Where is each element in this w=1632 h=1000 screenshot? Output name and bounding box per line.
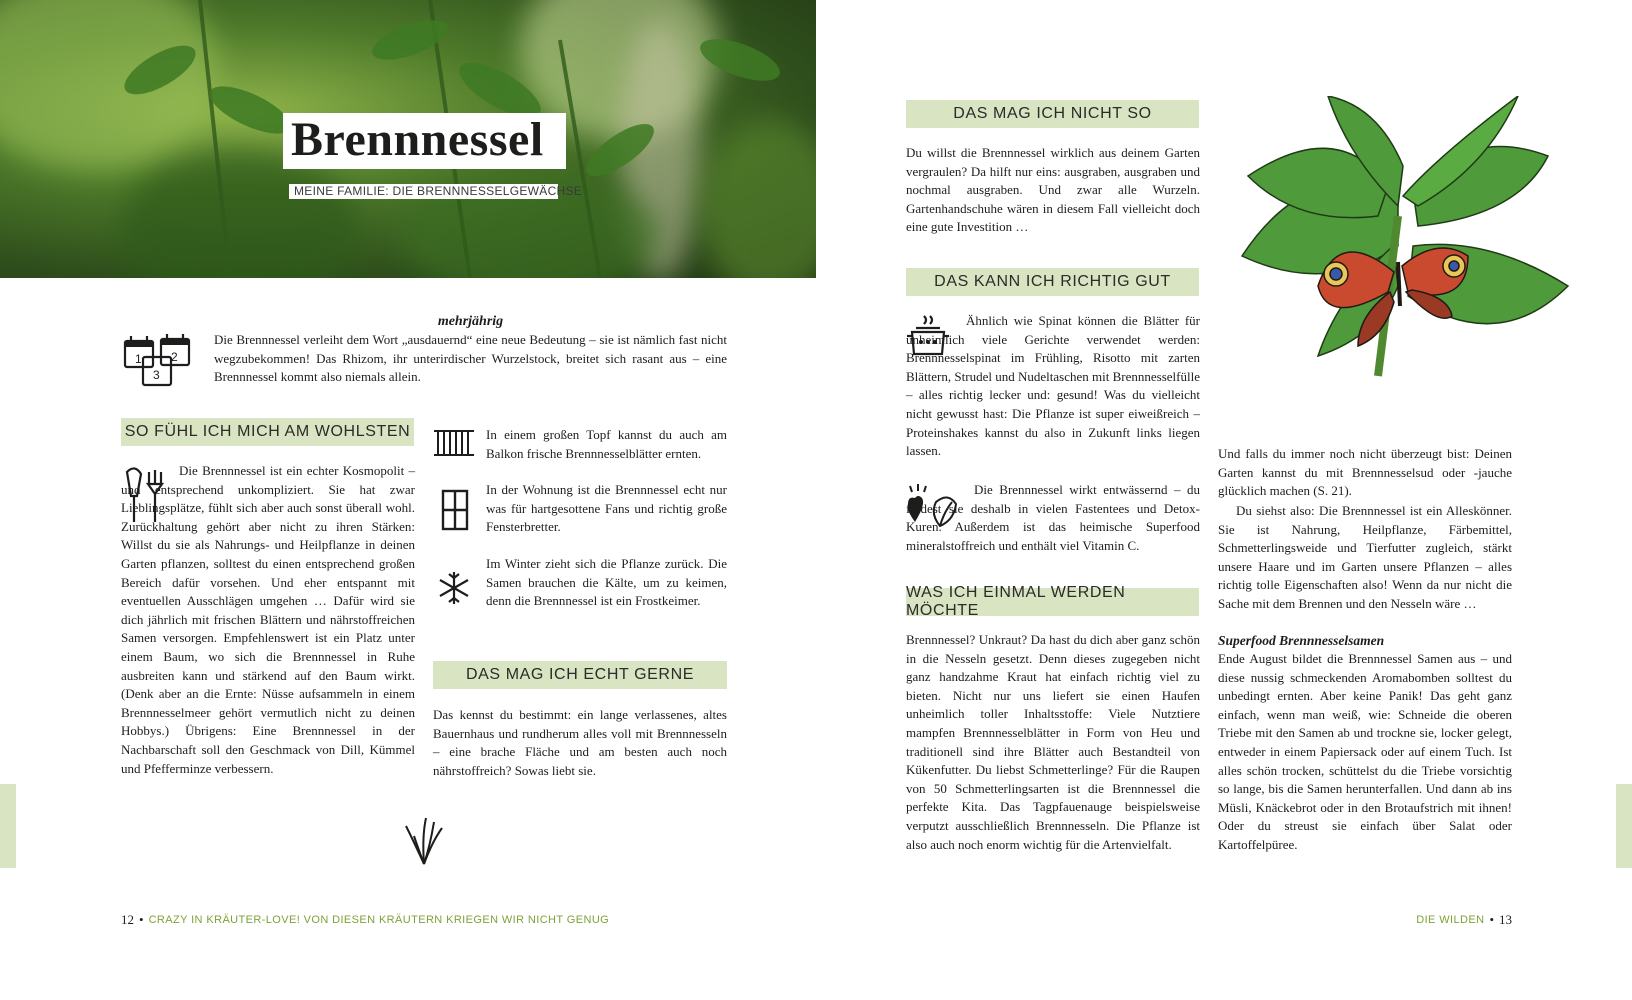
page-number-left: 12 <box>121 912 134 927</box>
page-title: Brennnessel <box>291 113 544 166</box>
footer-bullet-right: • <box>1489 912 1494 927</box>
intro-text: Die Brennnessel verleiht dem Wort „ausdauernd“ eine neue Bedeutung – sie ist nämlich fast nicht wegzubekommen! Das Rhizom, ihr unterirdischer Wurzelstock, breitet sich rasant aus – eine Brennnessel kommt also niemals allein. <box>214 332 727 385</box>
page-subtitle: MEINE FAMILIE: DIE BRENNNESSELGEWÄCHSE <box>294 184 583 198</box>
indoor-text: In der Wohnung ist die Brennnessel echt nur was für hartgesottene Fans und richtig große Fensterbretter. <box>486 482 727 535</box>
balcony-icon <box>433 428 475 458</box>
footer-left <box>121 912 609 928</box>
page-number-right: 13 <box>1499 912 1512 927</box>
grass-sprout-icon <box>402 816 446 866</box>
footer-chapter: DIE WILDEN <box>1416 914 1485 926</box>
section-heading-richtig-gut: DAS KANN ICH RICHTIG GUT <box>906 268 1199 296</box>
nettle-butterfly-illustration <box>1218 96 1578 401</box>
section-heading-wohlsten: SO FÜHL ICH MICH AM WOHLSTEN <box>121 418 414 446</box>
calendar-icon <box>121 333 199 389</box>
page-tab-left <box>0 784 16 868</box>
col2-paragraph-2: Du siehst also: Die Brennnessel ist ein Alleskönner. Sie ist Nahrung, Heilpflanze, Färbemittel, Schmetterlingsweide und Tierfutter zugleich, stärkt unsere Haare und im Garten unsere Pflanzen – alles richtig tolle Eigenschaften also! Wenn da nur nicht die Sache mit dem Brennen und den Nesseln wäre … <box>1218 503 1512 611</box>
section-gerne-text: Das kennst du bestimmt: ein lange verlassenes, altes Bauernhaus und rundherum alles voll mit Brennnesseln – eine brache Fläche und am besten auch noch nährstoffreich? Sowas liebt sie. <box>433 707 727 778</box>
window-icon <box>441 489 469 531</box>
svg-text:2: 2 <box>171 350 178 364</box>
winter-text: Im Winter zieht sich die Pflanze zurück. Die Samen brauchen die Kälte, um zu keimen, denn die Brennnessel ist ein Frostkeimer. <box>486 556 727 609</box>
balcony-text: In einem großen Topf kannst du auch am Balkon frische Brennnesselblätter ernten. <box>486 427 727 461</box>
svg-text:3: 3 <box>153 368 160 382</box>
section-werden-text: Brennnessel? Unkraut? Da hast du dich aber ganz schön in die Nesseln gesetzt. Denn dieses zugegeben nicht ganz handzahme Kraut hat einfach richtig viel zu bieten. Nicht nur uns liefert sie einen Haufen unheimlich toller Inhaltsstoffe: Viele Nutztiere mampfen Brennnesselblätter in Form von Heu und traditionell sind ihre Blätter auch Bestandteil von Kükenfutter. Du liebst Schmetterlinge? Für die Raupen von 50 Schmetterlingsarten ist die Brennnessel die perfekte Kita. Das Tagpfauenauge beispielsweise verputzt ausschließlich Brennnesseln. Die Pflanze ist also auch noch enorm wichtig für die Artenvielfalt. <box>906 632 1200 852</box>
section-nicht-so-text: Du willst die Brennnessel wirklich aus deinem Garten vergraulen? Da hilft nur eins: ausgraben, ausgraben und nochmal ausgraben. Und zwar alle Wurzeln. Gartenhandschuhe wären in diesem Fall vielleicht doch eine gute Investition … <box>906 145 1200 235</box>
intro-heading: mehrjährig <box>437 314 504 329</box>
section-heading-werden: WAS ICH EINMAL WERDEN MÖCHTE <box>906 588 1199 616</box>
footer-bullet-left: • <box>139 912 144 927</box>
section-richtig-gut-text: Ähnlich wie Spinat können die Blätter für unheimlich viele Gerichte verwendet werden: Brennnesselspinat im Frühling, Risotto mit zarten Blättern, Strudel und Nudeltaschen mit Brennnesselfülle – alles richtig lecker und: gesund! Was du vielleicht nicht gewusst hast: Die Pflanze ist super eiweißreich – Proteinshakes kannst du also in Zukunft links liegen lassen. <box>906 313 1200 459</box>
page-tab-right <box>1616 784 1632 868</box>
col2-paragraph-1: Und falls du immer noch nicht überzeugt bist: Deinen Garten kannst du mit Brennnesselsud oder -jauche glücklich machen (S. 21). <box>1218 446 1512 499</box>
section-wohlsten-text: Die Brennnessel ist ein echter Kosmopolit – und entsprechend unkompliziert. Sie hat zwar Lieblingsplätze, fühlt sich aber auch sonst überall wohl. Zurückhaltung gehört aber nicht zu ihren Stärken: Willst du sie als Nahrungs- und Heilpflanze in deinen Garten pflanzen, solltest du einen entsprechend großen Bereich dafür vorsehen. Und eher entspannt mit eventuellen Ausschlägen umgehen … Dafür wird sie dich jährlich mit frischen Blättern und nährstoffreichen Samen versorgen. Empfehlenswert ist ein Platz unter einem Baum, wo sich die Brennnessel in Ruhe ausbreiten kann und stärkend auf den Baum wirkt. (Denk aber an die Ernte: Nüsse aufsammeln in einem Brennnesselmeer gehört vermutlich nicht zu deinen Hobbys.) Übrigens: Eine Brennnessel in der Nachbarschaft soll den Geschmack von Dill, Kümmel und Pfefferminze verbessern. <box>121 463 415 776</box>
health-text: Die Brennnessel wirkt entwässernd – du findest sie deshalb in vielen Fastentees und Detox-Kuren. Außerdem ist das heimische Superfood mineralstoffreich und enthält viel Vitamin C. <box>906 482 1200 553</box>
section-heading-gerne: DAS MAG ICH ECHT GERNE <box>433 661 727 689</box>
snowflake-icon <box>436 570 472 606</box>
superfood-heading: Superfood Brennnesselsamen <box>1218 633 1385 648</box>
footer-book-title: CRAZY IN KRÄUTER-LOVE! VON DIESEN KRÄUTERN KRIEGEN WIR NICHT GENUG <box>148 914 610 926</box>
superfood-text: Ende August bildet die Brennnessel Samen aus – und diese nussig schmeckenden Aromabomben solltest du unbedingt ernten. Aber keine Panik! Das geht ganz einfach, wenn man weiß, wie: Schneide die oberen Triebe mit den Samen ab und trockne sie, locker gelegt, entweder in einem Papiersack oder auf einem Tuch. Ist alles schön trocken, schüttelst du die Triebe vorsichtig so lange, bis die Samen herunterfallen. Und dann ab ins Müsli, Knäckebrot oder in den Brotaufstrich mit ihnen! Oder du streust sie einfach über Salat oder Kartoffelpüree. <box>1218 651 1512 852</box>
section-heading-nicht-so: DAS MAG ICH NICHT SO <box>906 100 1199 128</box>
footer-right <box>1400 912 1512 928</box>
svg-text:1: 1 <box>135 352 142 366</box>
